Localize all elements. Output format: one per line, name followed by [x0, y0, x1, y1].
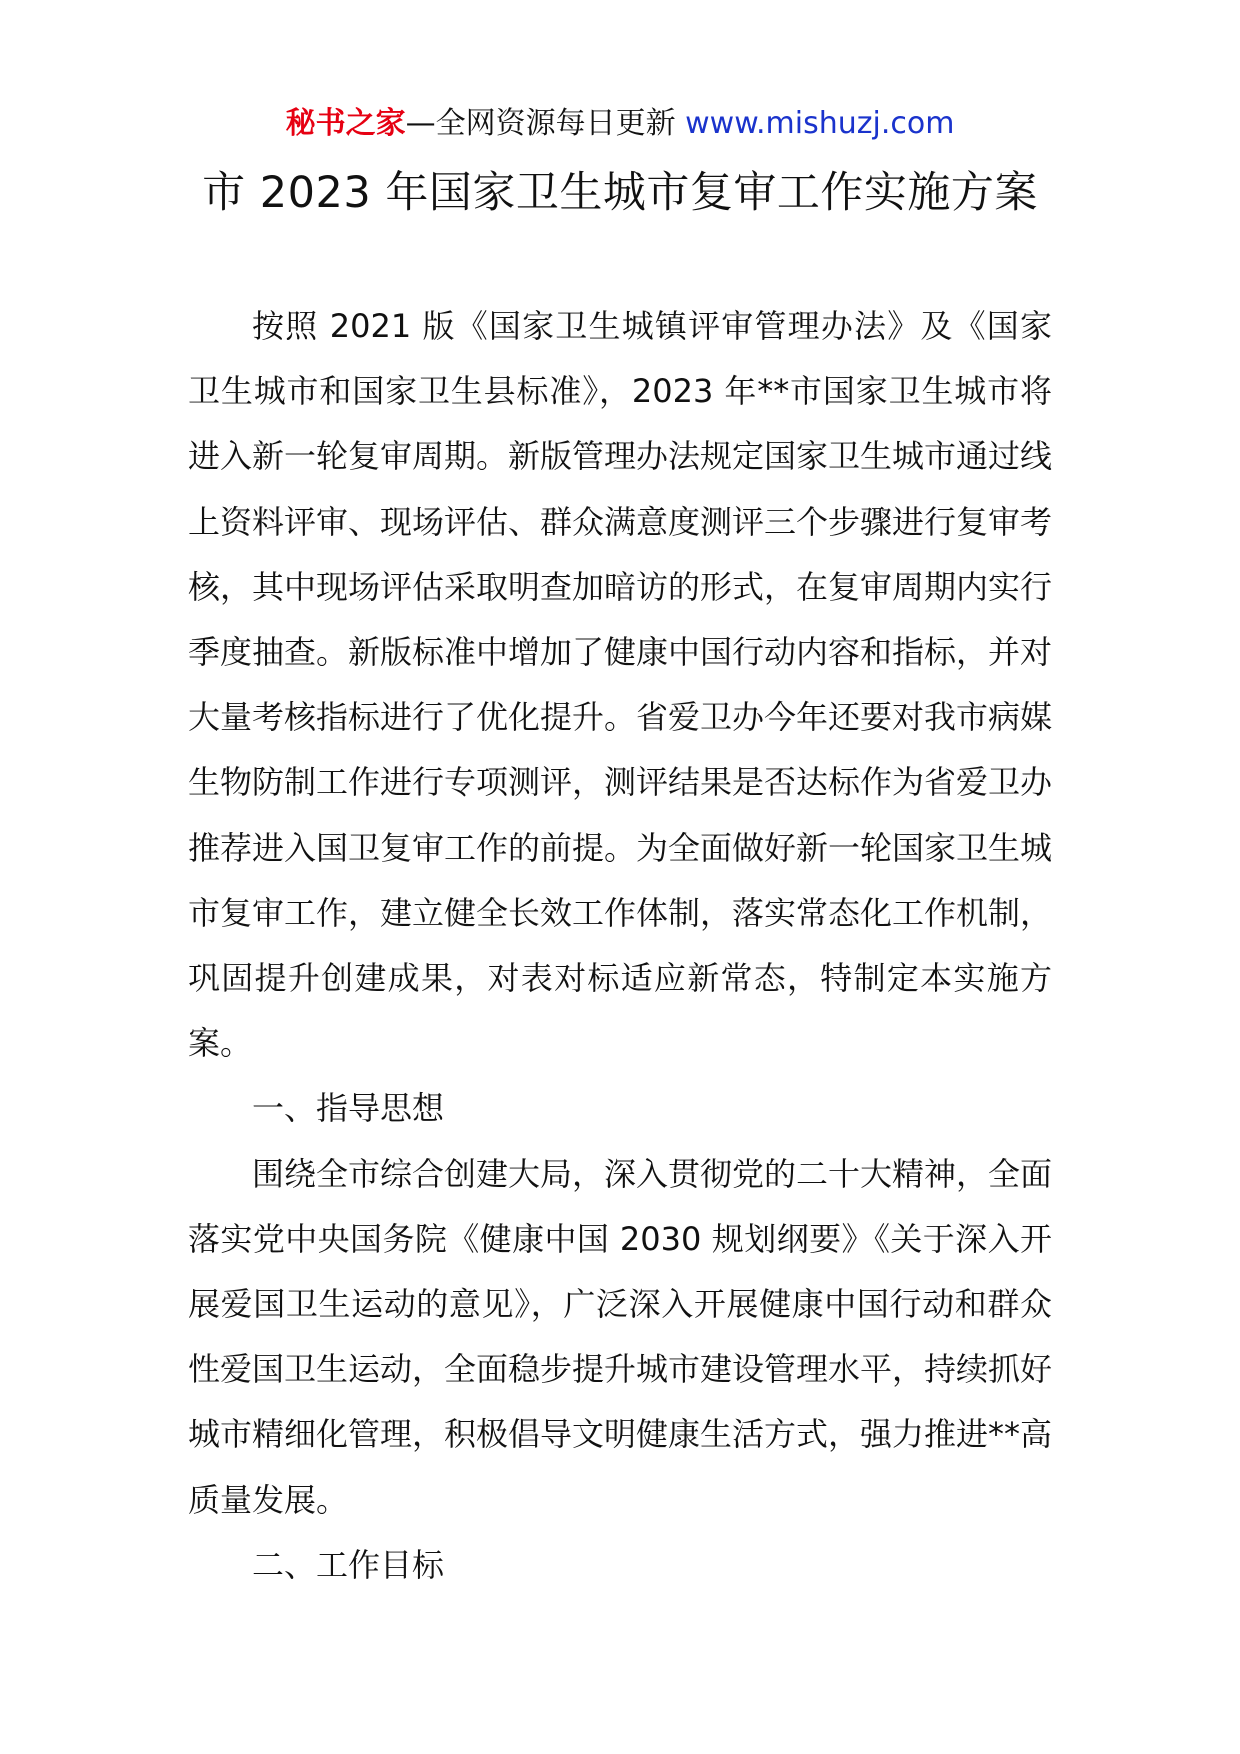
guiding-ideology-paragraph: 围绕全市综合创建大局，深入贯彻党的二十大精神，全面落实党中央国务院《健康中国 2030 规划纲要》《关于深入开展爱国卫生运动的意见》，广泛深入开展健康中国行动和群众性爱国卫生运动，全面稳步提升城市建设管理水平，持续抓好城市精细化管理，积极倡导文明健康生活方式，强力推进**高质量发展。 [188, 1154, 1053, 1519]
document-body [188, 294, 1052, 1598]
site-header [0, 101, 1240, 147]
brand-name: 秘书之家 [285, 106, 406, 141]
intro-paragraph: 按照 2021 版《国家卫生城镇评审管理办法》及《国家卫生城市和国家卫生县标准》，2023 年**市国家卫生城市将进入新一轮复审周期。新版管理办法规定国家卫生城市通过线上资料评审、现场评估、群众满意度测评三个步骤进行复审考核，其中现场评估采取明查加暗访的形式，在复审周期内实行季度抽查。新版标准中增加了健康中国行动内容和指标，并对大量考核指标进行了优化提升。省爱卫办今年还要对我市病媒生物防制工作进行专项测评，测评结果是否达标作为省爱卫办推荐进入国卫复审工作的前提。为全面做好新一轮国家卫生城市复审工作，建立健全长效工作体制，落实常态化工作机制，巩固提升创建成果，对表对标适应新常态，特制定本实施方案。 [188, 307, 1053, 1063]
header-slogan: —全网资源每日更新 [405, 106, 676, 141]
section-heading-work-goals: 二、工作目标 [252, 1545, 445, 1584]
document-title: 市 2023 年国家卫生城市复审工作实施方案 [202, 168, 1038, 218]
section-heading-guiding-ideology: 一、指导思想 [252, 1089, 445, 1128]
site-url[interactable]: www.mishuzj.com [685, 106, 955, 141]
